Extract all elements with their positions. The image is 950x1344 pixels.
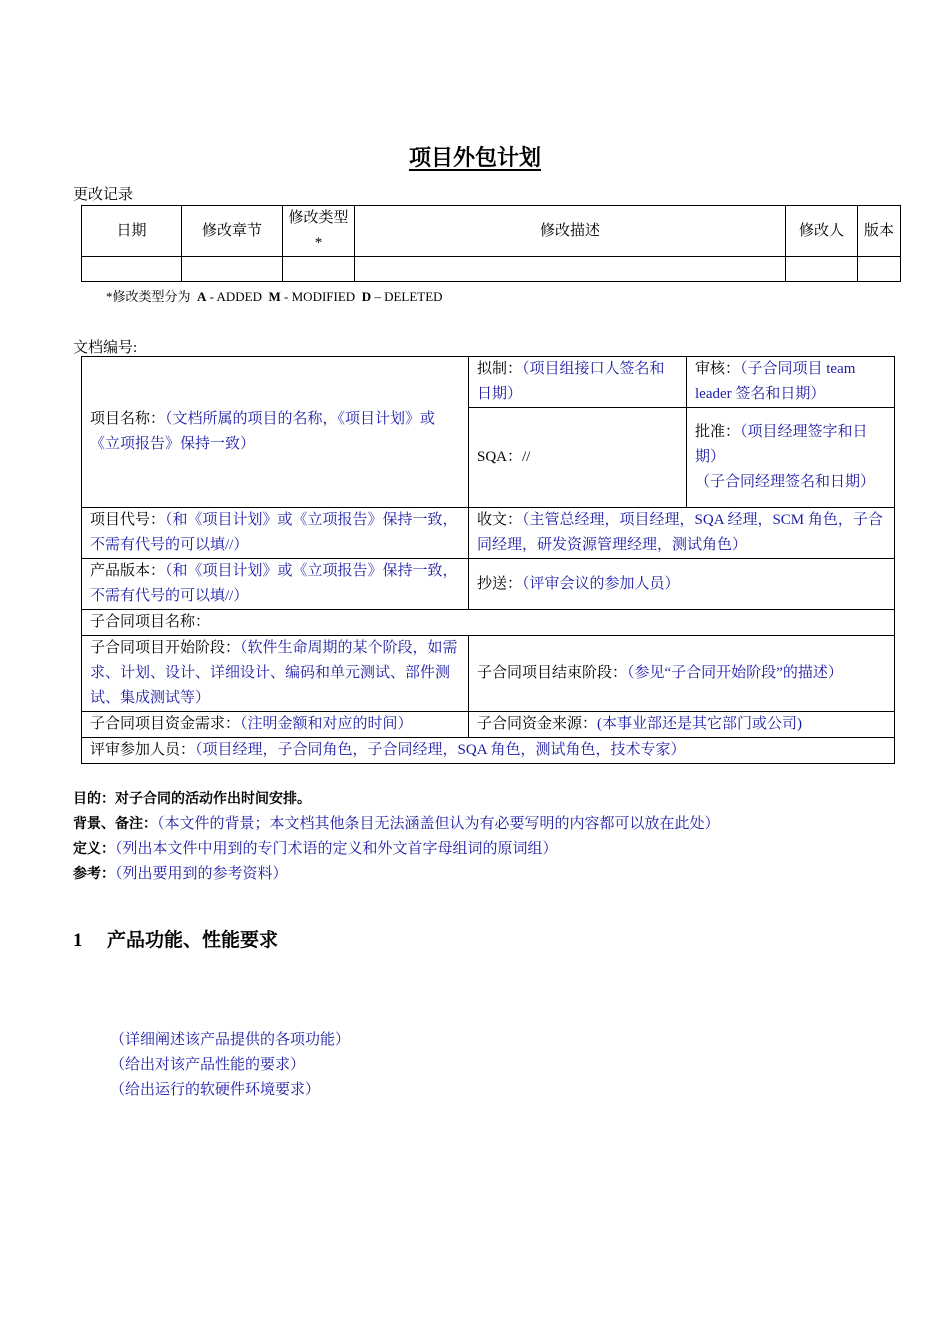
review-cell[interactable] — [687, 357, 895, 408]
product-version-cell[interactable] — [82, 559, 469, 610]
table-row — [82, 257, 901, 282]
note-prefix: *修改类型分为 — [106, 289, 191, 304]
definition-line — [73, 837, 558, 862]
product-version-label: 产品版本： — [90, 563, 166, 579]
background-line — [73, 812, 720, 837]
column-header-version: 版本 — [858, 206, 901, 257]
cc-label: 抄送： — [477, 575, 523, 592]
doc-number-label: 文档编号: — [73, 340, 138, 356]
project-code-cell[interactable] — [82, 508, 469, 559]
table-cell[interactable] — [858, 257, 901, 282]
definition-hint: （列出本文件中用到的专门术语的定义和外文首字母组词的原词组） — [115, 841, 558, 857]
sqa-text: SQA：// — [477, 449, 531, 465]
purpose-text: 目的：对子合同的活动作出时间安排。 — [73, 791, 311, 807]
cc-cell[interactable] — [469, 559, 895, 610]
subcontract-end-label: 子合同项目结束阶段： — [477, 665, 628, 681]
purpose-line — [73, 787, 311, 812]
fund-need-cell[interactable] — [82, 712, 469, 738]
section-1-heading — [73, 925, 278, 952]
draft-hint: （项目组接口人签名和日期） — [477, 361, 665, 402]
project-info-table — [81, 356, 895, 764]
section-number: 1 — [73, 930, 83, 951]
receive-hint: （主管总经理，项目经理，SQA 经理，SCM 角色，子合同经理，研发资源管理经理，测试角色） — [477, 512, 883, 553]
approve-label: 批准： — [695, 424, 741, 440]
receive-cell[interactable] — [469, 508, 895, 559]
sqa-cell[interactable] — [469, 408, 687, 508]
fund-source-hint: (本事业部还是其它部门或公司) — [597, 716, 803, 732]
table-cell[interactable] — [355, 257, 786, 282]
reference-line — [73, 862, 288, 887]
project-code-hint: （和《项目计划》或《立项报告》保持一致，不需有代号的可以填//） — [90, 512, 458, 553]
fund-need-label: 子合同项目资金需求： — [90, 716, 241, 732]
column-header-date: 日期 — [82, 206, 182, 257]
subcontract-end-cell[interactable] — [469, 636, 895, 712]
document-title: 项目外包计划 — [408, 146, 541, 171]
change-log-label: 更改记录 — [73, 187, 134, 203]
reviewers-label: 评审参加人员： — [90, 742, 196, 758]
note-d-code: D — [361, 289, 372, 304]
cc-hint: （评审会议的参加人员） — [522, 575, 680, 592]
reference-label: 参考： — [73, 866, 115, 882]
change-log-header-row — [82, 206, 901, 257]
receive-label: 收文： — [477, 512, 523, 528]
table-cell[interactable] — [182, 257, 283, 282]
subcontract-start-label: 子合同项目开始阶段： — [90, 640, 241, 656]
note-a-code: A — [197, 289, 207, 304]
subcontract-end-hint: （参见“子合同开始阶段”的描述） — [627, 665, 843, 681]
column-header-section: 修改章节 — [182, 206, 283, 257]
approve-hint-manager: （项目经理签字和日期） — [695, 424, 868, 465]
requirement-item: （给出对该产品性能的要求） — [110, 1057, 306, 1073]
requirement-item: （详细阐述该产品提供的各项功能） — [110, 1032, 351, 1048]
table-cell[interactable] — [786, 257, 858, 282]
subcontract-start-hint: （软件生命周期的某个阶段，如需求、计划、设计、详细设计、编码和单元测试、部件测试、集成测试等） — [90, 640, 458, 706]
column-header-author: 修改人 — [786, 206, 858, 257]
table-cell[interactable] — [82, 257, 182, 282]
draft-label: 拟制： — [477, 361, 523, 377]
project-name-cell[interactable] — [82, 357, 469, 508]
table-cell[interactable] — [283, 257, 355, 282]
note-m-text: - MODIFIED — [284, 289, 356, 304]
section-title: 产品功能、性能要求 — [107, 929, 279, 951]
approve-cell[interactable] — [687, 408, 895, 508]
approve-hint-subcontract: （子合同经理签名和日期） — [695, 474, 876, 490]
project-name-hint: （文档所属的项目的名称，《项目计划》或《立项报告》保持一致） — [90, 411, 436, 452]
change-log-table — [81, 205, 901, 282]
reviewers-hint: （项目经理，子合同角色，子合同经理，SQA 角色，测试角色，技术专家） — [195, 742, 686, 758]
product-version-hint: （和《项目计划》或《立项报告》保持一致，不需有代号的可以填//） — [90, 563, 458, 604]
subcontract-name-label: 子合同项目名称： — [90, 614, 211, 630]
requirement-item: （给出运行的软硬件环境要求） — [110, 1082, 321, 1098]
subcontract-start-cell[interactable] — [82, 636, 469, 712]
fund-source-cell[interactable] — [469, 712, 895, 738]
definition-label: 定义： — [73, 841, 115, 857]
note-m-code: M — [268, 289, 281, 304]
draft-cell[interactable] — [469, 357, 687, 408]
column-header-type: 修改类型* — [283, 206, 355, 257]
project-name-label: 项目名称： — [90, 411, 166, 427]
change-type-note — [106, 286, 443, 305]
fund-need-hint: （注明金额和对应的时间） — [240, 716, 413, 732]
background-hint: （本文件的背景；本文档其他条目无法涵盖但认为有必要写明的内容都可以放在此处） — [157, 816, 720, 832]
note-d-text: – DELETED — [374, 289, 443, 304]
column-header-description: 修改描述 — [355, 206, 786, 257]
subcontract-name-cell[interactable] — [82, 610, 895, 636]
fund-source-label: 子合同资金来源： — [477, 716, 598, 732]
review-hint: （子合同项目 team leader 签名和日期） — [695, 361, 856, 402]
background-label: 背景、备注： — [73, 816, 157, 832]
review-label: 审核： — [695, 361, 741, 377]
project-code-label: 项目代号： — [90, 512, 166, 528]
note-a-text: - ADDED — [209, 289, 263, 304]
reference-hint: （列出要用到的参考资料） — [115, 866, 288, 882]
reviewers-cell[interactable] — [82, 738, 895, 764]
